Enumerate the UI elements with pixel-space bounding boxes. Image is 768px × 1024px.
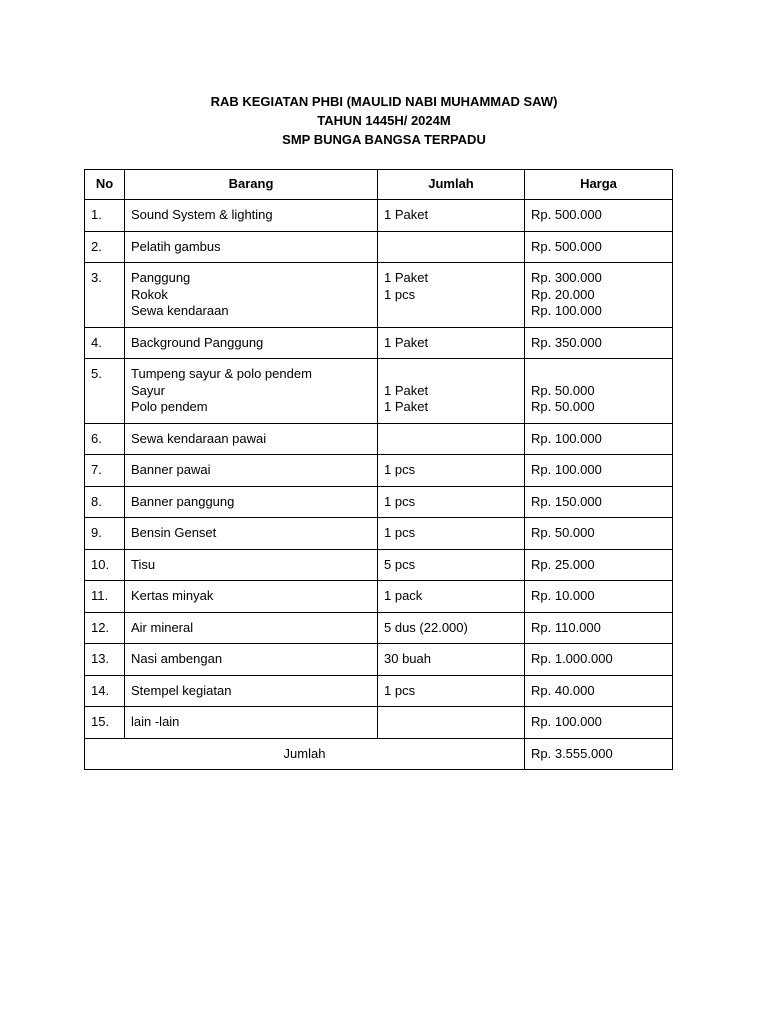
cell-jumlah [378, 200, 525, 232]
cell-no: 5. [85, 359, 125, 424]
header-jumlah: Jumlah [378, 170, 525, 200]
table-row [85, 327, 673, 359]
cell-harga [525, 518, 673, 550]
cell-no: 4. [85, 327, 125, 359]
cell-harga [525, 612, 673, 644]
jumlah-line [384, 714, 518, 731]
harga-line [531, 366, 666, 383]
cell-jumlah [378, 359, 525, 424]
cell-no: 2. [85, 231, 125, 263]
budget-table [84, 169, 673, 770]
cell-barang [125, 549, 378, 581]
jumlah-line: 1 pcs [384, 462, 416, 477]
jumlah-line: 1 Paket [384, 334, 429, 350]
table-header-row [85, 170, 673, 200]
harga-line: Rp. 25.000 [531, 556, 595, 572]
cell-barang [125, 581, 378, 613]
cell-jumlah [378, 612, 525, 644]
barang-line: Sewa kendaraan [131, 303, 229, 318]
harga-line: Rp. 40.000 [531, 682, 595, 698]
cell-no: 11. [85, 581, 125, 613]
jumlah-line [384, 239, 518, 256]
cell-jumlah [378, 644, 525, 676]
cell-jumlah [378, 707, 525, 739]
cell-no: 9. [85, 518, 125, 550]
jumlah-line [384, 431, 518, 448]
cell-jumlah [378, 518, 525, 550]
cell-harga [525, 423, 673, 455]
harga-line: Rp. 100.000 [531, 462, 602, 477]
cell-no: 1. [85, 200, 125, 232]
cell-harga [525, 359, 673, 424]
harga-line: Rp. 20.000 [531, 286, 595, 302]
harga-line: Rp. 110.000 [531, 619, 601, 635]
barang-line: Background Panggung [131, 334, 264, 350]
cell-barang [125, 612, 378, 644]
header-no: No [85, 170, 125, 200]
cell-barang [125, 455, 378, 487]
harga-line: Rp. 50.000 [531, 525, 595, 540]
cell-harga [525, 549, 673, 581]
jumlah-line: 5 pcs [384, 556, 416, 572]
cell-barang [125, 518, 378, 550]
harga-line: Rp. 500.000 [531, 207, 602, 222]
cell-no: 15. [85, 707, 125, 739]
barang-line: Polo pendem [131, 399, 208, 414]
title-line-3: SMP BUNGA BANGSA TERPADU [282, 132, 486, 147]
header-harga: Harga [525, 170, 673, 200]
title-line-1: RAB KEGIATAN PHBI (MAULID NABI MUHAMMAD SAW) [210, 94, 558, 109]
jumlah-line [384, 303, 518, 320]
barang-line: lain -lain [131, 714, 180, 729]
cell-barang [125, 327, 378, 359]
harga-line: Rp. 10.000 [531, 588, 595, 603]
barang-line: Rokok [131, 286, 168, 302]
document-title [0, 92, 768, 149]
jumlah-line: 5 dus (22.000) [384, 619, 468, 635]
cell-barang [125, 644, 378, 676]
cell-barang [125, 707, 378, 739]
harga-line: Rp. 150.000 [531, 493, 602, 509]
table-body [85, 200, 673, 739]
cell-harga [525, 200, 673, 232]
barang-line: Stempel kegiatan [131, 682, 232, 698]
jumlah-line: 30 buah [384, 651, 431, 666]
cell-jumlah [378, 423, 525, 455]
barang-line: Pelatih gambus [131, 238, 221, 254]
cell-jumlah [378, 263, 525, 328]
cell-barang [125, 263, 378, 328]
cell-no: 3. [85, 263, 125, 328]
barang-line: Kertas minyak [131, 588, 214, 603]
table-row [85, 549, 673, 581]
table-row [85, 263, 673, 328]
title-line-2: TAHUN 1445H/ 2024M [317, 113, 451, 128]
harga-line: Rp. 100.000 [531, 303, 602, 318]
table-row [85, 518, 673, 550]
cell-barang [125, 200, 378, 232]
cell-barang [125, 359, 378, 424]
cell-no: 13. [85, 644, 125, 676]
jumlah-line: 1 Paket [384, 382, 429, 398]
cell-barang [125, 486, 378, 518]
cell-no: 7. [85, 455, 125, 487]
table-row [85, 707, 673, 739]
cell-jumlah [378, 455, 525, 487]
table-row [85, 486, 673, 518]
cell-harga [525, 581, 673, 613]
table-row [85, 200, 673, 232]
harga-line: Rp. 350.000 [531, 334, 602, 350]
harga-line: Rp. 1.000.000 [531, 651, 613, 666]
harga-line: Rp. 500.000 [531, 238, 602, 254]
barang-line: Nasi ambengan [131, 651, 223, 666]
table-row [85, 675, 673, 707]
barang-line: Sewa kendaraan pawai [131, 430, 267, 446]
cell-jumlah [378, 327, 525, 359]
harga-line: Rp. 300.000 [531, 270, 602, 285]
table-row [85, 359, 673, 424]
cell-jumlah [378, 675, 525, 707]
jumlah-line: 1 pcs [384, 286, 416, 302]
jumlah-line: 1 pack [384, 588, 423, 603]
cell-no: 8. [85, 486, 125, 518]
cell-no: 10. [85, 549, 125, 581]
header-barang: Barang [125, 170, 378, 200]
cell-harga [525, 327, 673, 359]
table-row [85, 455, 673, 487]
barang-line: Air mineral [131, 619, 194, 635]
barang-line: Banner pawai [131, 462, 211, 477]
jumlah-line: 1 Paket [384, 270, 429, 285]
cell-harga [525, 455, 673, 487]
harga-line: Rp. 50.000 [531, 399, 595, 414]
cell-harga [525, 263, 673, 328]
cell-no: 14. [85, 675, 125, 707]
barang-line: Sayur [131, 382, 165, 398]
barang-line: Tumpeng sayur & polo pendem [131, 366, 312, 381]
cell-harga [525, 707, 673, 739]
barang-line: Tisu [131, 556, 156, 572]
table-row [85, 612, 673, 644]
jumlah-line: 1 Paket [384, 207, 429, 222]
table-row [85, 423, 673, 455]
table-row [85, 644, 673, 676]
cell-no: 6. [85, 423, 125, 455]
cell-harga [525, 231, 673, 263]
barang-line: Panggung [131, 270, 191, 285]
jumlah-line [384, 366, 518, 383]
cell-jumlah [378, 549, 525, 581]
jumlah-line: 1 Paket [384, 399, 429, 414]
table-row [85, 581, 673, 613]
barang-line: Bensin Genset [131, 525, 217, 540]
cell-harga [525, 644, 673, 676]
cell-jumlah [378, 231, 525, 263]
cell-harga [525, 486, 673, 518]
total-row [85, 738, 673, 770]
harga-line: Rp. 100.000 [531, 430, 602, 446]
cell-barang [125, 423, 378, 455]
harga-line: Rp. 50.000 [531, 382, 595, 398]
jumlah-line: 1 pcs [384, 682, 416, 698]
barang-line: Banner panggung [131, 493, 235, 509]
cell-jumlah [378, 486, 525, 518]
cell-barang [125, 675, 378, 707]
cell-harga [525, 675, 673, 707]
barang-line: Sound System & lighting [131, 207, 273, 222]
table-row [85, 231, 673, 263]
cell-barang [125, 231, 378, 263]
total-label: Jumlah [85, 738, 525, 770]
total-value: Rp. 3.555.000 [525, 738, 673, 770]
cell-jumlah [378, 581, 525, 613]
cell-no: 12. [85, 612, 125, 644]
jumlah-line: 1 pcs [384, 493, 416, 509]
jumlah-line: 1 pcs [384, 525, 416, 540]
harga-line: Rp. 100.000 [531, 714, 602, 729]
